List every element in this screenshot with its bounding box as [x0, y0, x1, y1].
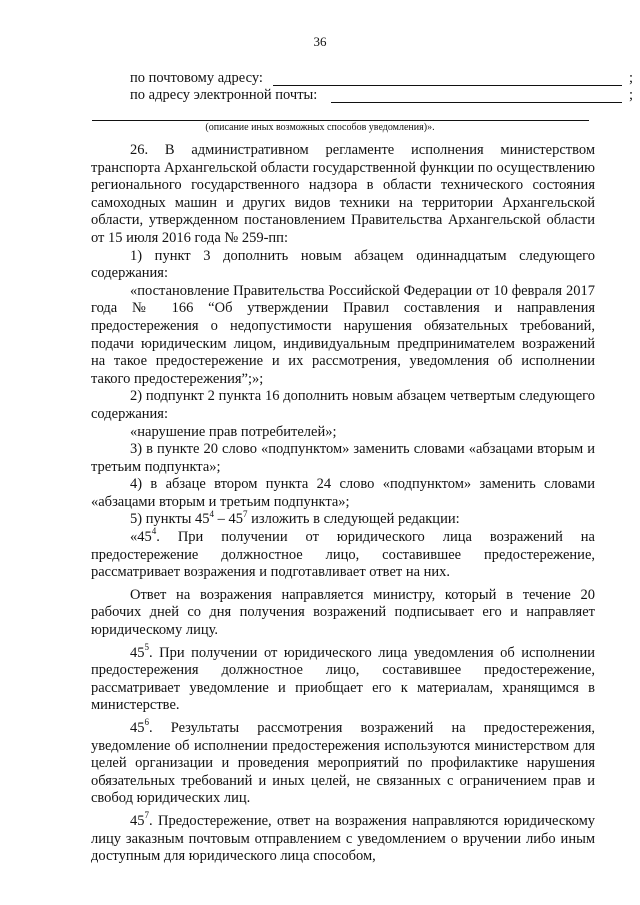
email-address-blank — [331, 102, 622, 103]
page-number: 36 — [313, 34, 327, 49]
paragraph: Ответ на возражения направляется министру, который в течение 20 рабочих дней со дня получения возражений подписывает его и направляет юридическому лицу. — [91, 586, 595, 639]
paragraph: 1) пункт 3 дополнить новым абзацем одиннадцатым следующего содержания: — [91, 247, 595, 282]
paragraph: $45^6$. Результаты рассмотрения возражений на предостережения, уведомление об исполнении предостережения используются министерством для целей организации и проведения мероприятий по профилактике нарушения обязательных требований и иных целей, не связанных с ограничением прав и свобод юридических лиц. — [91, 717, 595, 807]
paragraph: 26. В административном регламенте исполнения министерством транспорта Архангельской области государственной функции по осуществлению регионального государственного надзора в области технического состояния самоходных машин и других видов техники на территории Архангельской области, утвержденном постановлением Правительства Архангельской области от 15 июля 2016 года № 259-пп: — [91, 142, 595, 246]
paragraph: 3) в пункте 20 слово «подпунктом» заменить словами «абзацами вторым и третьим подпункта»; — [91, 441, 595, 475]
paragraph: 5) пункты $45^4 - 45^7$ изложить в следующей редакции: — [130, 508, 460, 528]
paragraph: «нарушение прав потребителей»; — [130, 423, 337, 440]
other-methods-blank — [92, 120, 589, 121]
document-body — [91, 142, 595, 866]
paragraph: 2) подпункт 2 пункта 16 дополнить новым абзацем четвертым следующего содержания: — [91, 388, 595, 422]
postal-address-label: по почтовому адресу: — [130, 70, 263, 86]
email-address-label: по адресу электронной почты: — [130, 87, 318, 103]
email-address-terminator: ; — [629, 87, 634, 103]
postal-address-blank — [273, 85, 622, 86]
postal-address-line — [130, 70, 634, 87]
paragraph: $45^7$. Предостережение, ответ на возражения направляются юридическому лицу заказным почтовым отправлением с уведомлением о вручении либо иным доступным для юридического лица способом, — [91, 810, 595, 865]
paragraph: «$45^4$. При получении от юридического лица возражений на предостережение должностное лицо, составившее предостережение, рассматривает возражения и подготавливает ответ на них. — [91, 526, 595, 581]
paragraph: 4) в абзаце втором пункта 24 слово «подпунктом» заменить словами «абзацами вторым и третьим подпункта»; — [91, 476, 595, 510]
paragraph: «постановление Правительства Российской Федерации от 10 февраля 2017 года № 166 “Об утверждении Правил составления и направления предостережения о недопустимости нарушения обязательных требований, подачи юридическим лицом, индивидуальным предпринимателем возражений на такое предостережение и их рассмотрения, уведомления об исполнении такого предостережения”;»; — [91, 282, 595, 387]
email-address-line — [130, 87, 634, 104]
paragraph: $45^5$. При получении от юридического лица уведомления об исполнении предостережения должностное лицо, составившее предостережение, рассматривает уведомление и приобщает его к материалам, хранящимся в министерстве. — [91, 641, 595, 714]
postal-address-terminator: ; — [629, 70, 634, 86]
other-methods-caption: (описание иных возможных способов уведомления)». — [205, 122, 435, 133]
